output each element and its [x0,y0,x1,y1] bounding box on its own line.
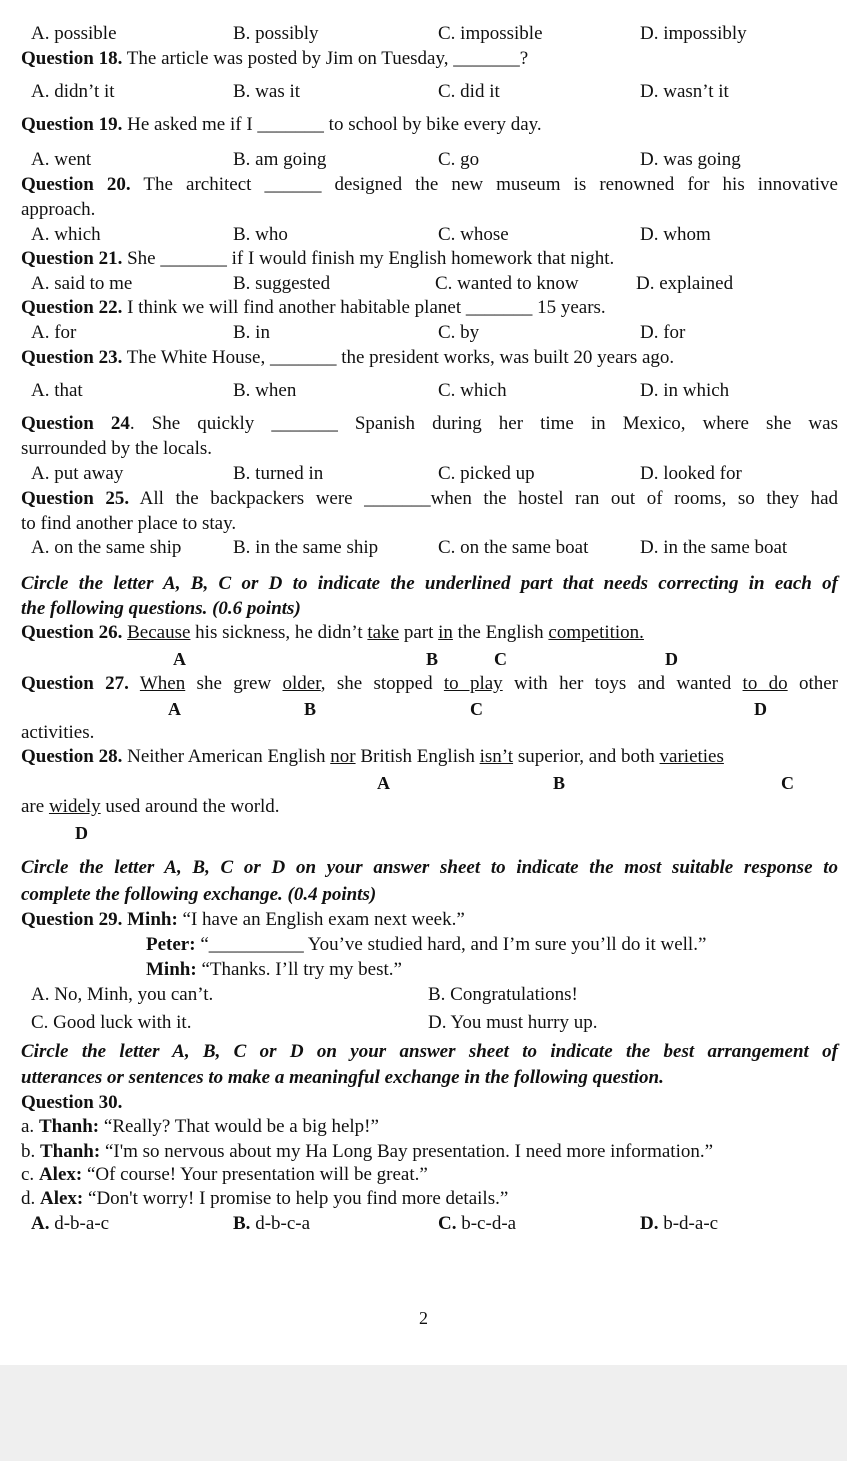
q20-option-a: A. which [31,224,101,245]
question-18-stem [21,48,528,70]
q18-option-d: D. wasn’t it [640,81,729,102]
q28-letter-d: D [75,823,88,843]
q22-option-c: C. by [438,322,480,343]
underlined-part-c: to play [443,673,503,694]
question-25-stem-cont: to find another place to stay. [21,513,237,534]
underlined-part-b: take [367,622,400,643]
q19-option-c: C. go [438,149,480,170]
text-segment: with her toys and wanted [502,673,743,694]
q23-option-a: A. that [31,380,83,401]
q19-option-d: D. was going [640,149,741,170]
option-letter: A. [31,1213,50,1234]
speaker-name: Thanh: [40,1141,101,1162]
underlined-part-a: Because [127,622,191,643]
q22-option-a: A. for [31,322,77,343]
section-instructions-response-cont: complete the following exchange. (0.4 points) [21,884,377,905]
question-text: The article was posted by Jim on Tuesday, _______? [126,48,529,69]
q25-option-a: A. on the same ship [31,537,182,558]
dialogue-peter [146,934,706,956]
question-text: I think we will find another habitable planet _______ 15 years. [127,297,606,318]
q29-option-a: A. No, Minh, you can’t. [31,984,214,1005]
section-instructions-errors: Circle the letter A, B, C or D to indicate the underlined part that needs correcting in each of [21,573,838,594]
question-20-stem [21,174,838,196]
question-label: Question 24 [21,413,130,434]
q18-option-a: A. didn’t it [31,81,115,102]
q25-option-b: B. in the same ship [233,537,379,558]
dialogue-line: “Don't worry! I promise to help you find more details.” [83,1188,509,1209]
question-28-stem-cont [21,796,280,818]
text-segment: part [399,622,439,643]
question-text: All the backpackers were _______when the hostel ran out of rooms, so they had [139,488,839,509]
line-prefix: d. [21,1188,40,1209]
q23-option-b: B. when [233,380,297,401]
line-prefix: a. [21,1116,39,1137]
question-25-stem [21,488,838,510]
q17-option-c: C. impossible [438,23,543,44]
q22-option-d: D. for [640,322,686,343]
underlined-part-d: competition. [548,622,644,643]
dialogue-line: “Really? That would be a big help!” [99,1116,379,1137]
text-segment: superior, and both [513,746,660,767]
q30-option-d [640,1213,718,1235]
question-24-stem [21,413,838,435]
question-20-stem-cont: approach. [21,199,96,220]
section-instructions-errors-cont: the following questions. (0.6 points) [21,598,301,619]
q27-letter-c: C [470,699,483,719]
q26-letter-d: D [665,649,678,669]
question-23-stem [21,347,674,369]
q21-option-a: A. said to me [31,273,133,294]
q22-option-b: B. in [233,322,270,343]
question-label: Question 27. [21,673,129,694]
q29-option-d: D. You must hurry up. [428,1012,598,1033]
section-instructions-arrange-cont: utterances or sentences to make a meaningful exchange in the following question. [21,1067,664,1088]
q29-option-b: B. Congratulations! [428,984,578,1005]
q20-option-c: C. whose [438,224,509,245]
q29-option-c: C. Good luck with it. [31,1012,192,1033]
q21-option-c: C. wanted to know [435,273,579,294]
underlined-part-c: in [438,622,453,643]
text-segment: are [21,796,49,817]
text-segment: the English [452,622,549,643]
option-letter: D. [640,1213,659,1234]
q27-letter-b: B [304,699,317,719]
question-label: Question 23. [21,347,123,368]
question-19-stem [21,114,542,136]
dialogue-line: “Of course! Your presentation will be great.” [82,1164,428,1185]
option-text: d-b-c-a [250,1213,311,1234]
q30-line-d [21,1188,508,1210]
question-label: Question 18. [21,48,123,69]
question-label: Question 20. [21,174,131,195]
question-label: Question 26. [21,622,123,643]
line-prefix: b. [21,1141,40,1162]
q24-option-b: B. turned in [233,463,324,484]
q28-letter-b: B [553,773,566,793]
speaker-name: Thanh: [38,1116,100,1137]
underlined-part-d: to do [742,673,788,694]
text-segment: other [787,673,838,694]
q30-option-a [31,1213,109,1235]
q18-option-b: B. was it [233,81,301,102]
q27-letter-a: A [168,699,181,719]
question-22-stem [21,297,606,319]
speaker-name: Alex: [38,1164,83,1185]
question-26-stem [21,622,644,644]
text-segment: Neither American English [127,746,331,767]
dialogue-line: “__________ You’ve studied hard, and I’m sure you’ll do it well.” [200,934,707,955]
option-text: b-c-d-a [456,1213,517,1234]
question-text: He asked me if I _______ to school by bike every day. [127,114,542,135]
underlined-part-a: nor [330,746,356,767]
text-segment: his sickness, he didn’t [190,622,368,643]
question-29-stem [21,909,465,931]
q30-option-b [233,1213,310,1235]
underlined-part-d: widely [48,796,101,817]
question-21-stem [21,248,614,270]
speaker-name: Peter: [146,934,196,955]
q28-letter-c: C [781,773,794,793]
speaker-name: Alex: [40,1188,84,1209]
q21-option-b: B. suggested [233,273,331,294]
q17-option-d: D. impossibly [640,23,747,44]
text-segment: used around the world. [100,796,280,817]
dialogue-minh [146,959,402,981]
dialogue-line: “Thanks. I’ll try my best.” [201,959,402,980]
q23-option-c: C. which [438,380,507,401]
question-text: The architect ______ designed the new museum is renowned for his innovative [143,174,838,195]
page-number: 2 [419,1308,428,1328]
q21-option-d: D. explained [636,273,734,294]
q17-option-a: A. possible [31,23,117,44]
q26-letter-a: A [173,649,186,669]
question-text: The White House, _______ the president works, was built 20 years ago. [126,347,675,368]
question-27-stem [21,673,838,695]
q26-letter-b: B [426,649,439,669]
question-label: Question 19. [21,114,123,135]
option-text: d-b-a-c [49,1213,110,1234]
option-letter: B. [233,1213,251,1234]
question-28-stem [21,746,724,768]
text-segment: British English [355,746,480,767]
q25-option-d: D. in the same boat [640,537,788,558]
speaker-name: Minh: [146,959,197,980]
q24-option-c: C. picked up [438,463,535,484]
q24-option-a: A. put away [31,463,124,484]
question-30-label: Question 30. [21,1092,123,1113]
question-label: Question 22. [21,297,123,318]
underlined-part-b: isn’t [479,746,514,767]
q20-option-d: D. whom [640,224,711,245]
q27-letter-d: D [754,699,767,719]
option-text: b-d-a-c [658,1213,719,1234]
q30-option-c [438,1213,516,1235]
section-instructions-arrange: Circle the letter A, B, C or D on your answer sheet to indicate the best arrangement of [21,1041,838,1062]
underlined-part-b: older [282,673,321,694]
q23-option-d: D. in which [640,380,730,401]
q26-letter-c: C [494,649,507,669]
question-label: Question 21. [21,248,123,269]
underlined-part-a: When [139,673,186,694]
underlined-part-c: varieties [659,746,724,767]
q30-line-b [21,1141,713,1163]
section-instructions-response: Circle the letter A, B, C or D on your answer sheet to indicate the most suitable response to [21,857,838,878]
text-segment: she grew [185,673,283,694]
question-label: Question 29. [21,909,123,930]
dialogue-line: “I have an English exam next week.” [182,909,465,930]
q19-option-a: A. went [31,149,92,170]
q28-letter-a: A [377,773,390,793]
speaker-name: Minh: [127,909,178,930]
line-prefix: c. [21,1164,39,1185]
q30-line-c [21,1164,428,1186]
question-label: Question 25. [21,488,130,509]
q25-option-c: C. on the same boat [438,537,589,558]
q18-option-c: C. did it [438,81,500,102]
question-24-stem-cont: surrounded by the locals. [21,438,213,459]
q20-option-b: B. who [233,224,288,245]
text-segment: , she stopped [320,673,444,694]
dialogue-line: “I'm so nervous about my Ha Long Bay presentation. I need more information.” [100,1141,714,1162]
q30-line-a [21,1116,379,1138]
question-label: Question 28. [21,746,123,767]
q24-option-d: D. looked for [640,463,742,484]
question-27-stem-cont: activities. [21,722,95,743]
question-text: . She quickly _______ Spanish during her time in Mexico, where she was [129,413,838,434]
q17-option-b: B. possibly [233,23,319,44]
option-letter: C. [438,1213,457,1234]
q19-option-b: B. am going [233,149,327,170]
question-text: She _______ if I would finish my English homework that night. [127,248,615,269]
